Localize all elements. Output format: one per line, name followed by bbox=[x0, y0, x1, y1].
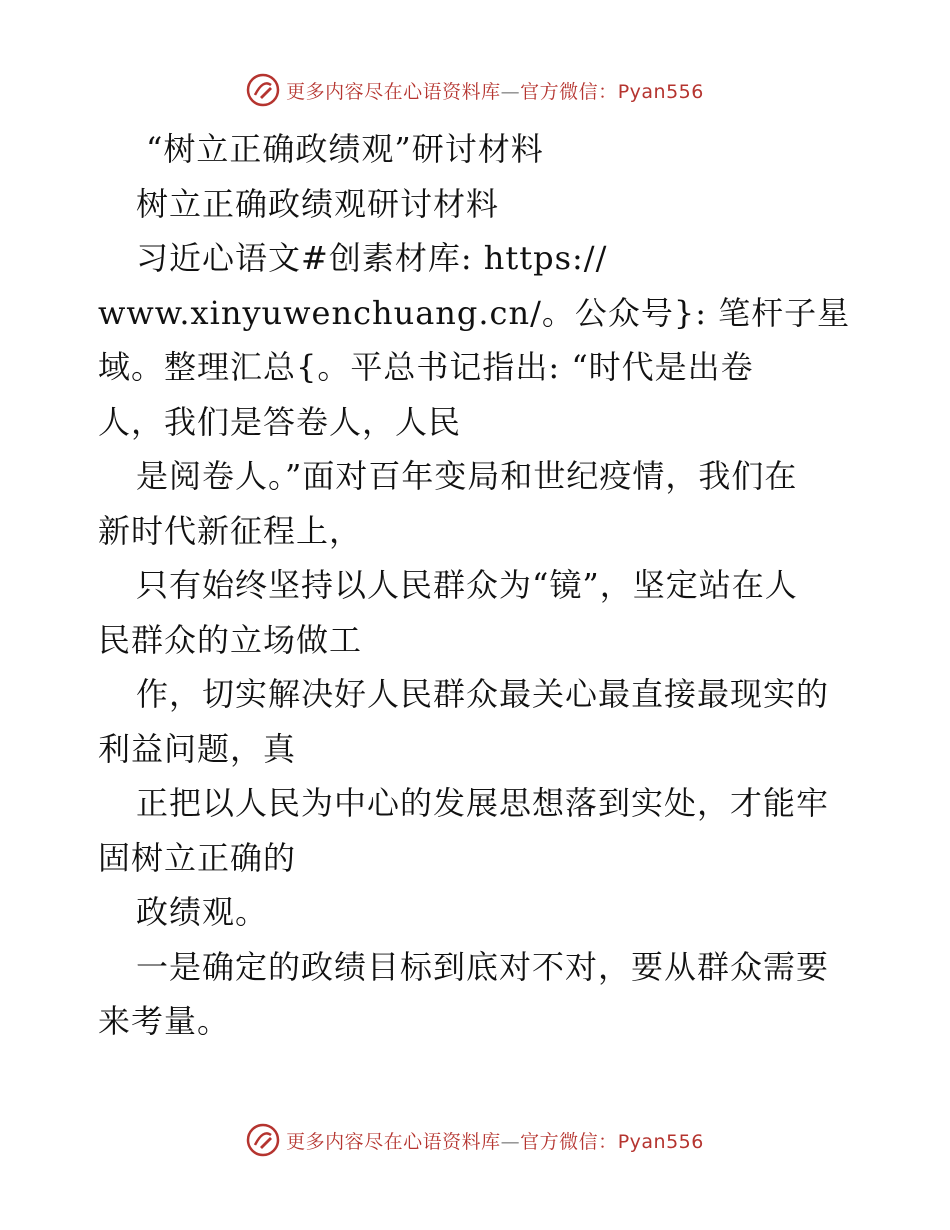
paragraph-line: 固树立正确的 bbox=[98, 838, 297, 877]
paragraph-line: 政绩观。 bbox=[136, 893, 269, 931]
footer-banner-separator: — bbox=[500, 1130, 521, 1153]
paragraph-line: 新时代新征程上， bbox=[98, 511, 363, 550]
footer-banner bbox=[0, 1120, 950, 1160]
paragraph-line: 利益问题，真 bbox=[98, 729, 297, 768]
paragraph-line: 是阅卷人。”面对百年变局和世纪疫情，我们在 bbox=[136, 457, 798, 495]
brand-logo-icon bbox=[246, 73, 280, 107]
paragraph-line: 民群众的立场做工 bbox=[98, 620, 363, 659]
header-banner bbox=[0, 70, 950, 110]
paragraph-line: 域。整理汇总{。平总书记指出: “时代是出卷 bbox=[98, 348, 754, 386]
paragraph-line: 人，我们是答卷人，人民 bbox=[98, 402, 462, 441]
header-banner-text bbox=[286, 77, 704, 104]
footer-banner-main: 更多内容尽在心语资料库 bbox=[286, 1130, 501, 1153]
paragraph-line: www.xinyuwenchuang.cn/。公众号}: 笔杆子星 bbox=[98, 293, 851, 332]
header-banner-wechat: Pyan556 bbox=[617, 80, 704, 103]
document-subtitle: 树立正确政绩观研讨材料 bbox=[136, 184, 500, 223]
paragraph-line: 来考量。 bbox=[98, 1002, 231, 1040]
document-title: “树立正确政绩观”研讨材料 bbox=[146, 130, 544, 168]
paragraph-line: 正把以人民为中心的发展思想落到实处，才能牢 bbox=[136, 784, 830, 822]
header-banner-separator: — bbox=[500, 80, 521, 103]
footer-banner-wechat: Pyan556 bbox=[617, 1130, 704, 1153]
paragraph-line: 一是确定的政绩目标到底对不对，要从群众需要 bbox=[136, 947, 830, 986]
footer-banner-suffix: 官方微信： bbox=[520, 1130, 618, 1153]
header-banner-suffix: 官方微信： bbox=[520, 80, 618, 103]
paragraph-line: 只有始终坚持以人民群众为“镜”，坚定站在人 bbox=[136, 566, 798, 604]
document-body bbox=[98, 122, 858, 1049]
paragraph-line: 作，切实解决好人民群众最关心最直接最现实的 bbox=[136, 675, 830, 713]
brand-logo-icon bbox=[246, 1123, 280, 1157]
header-banner-main: 更多内容尽在心语资料库 bbox=[286, 80, 501, 103]
footer-banner-text bbox=[286, 1127, 704, 1154]
paragraph-line: 习近心语文#创素材库: https:// bbox=[136, 239, 608, 277]
